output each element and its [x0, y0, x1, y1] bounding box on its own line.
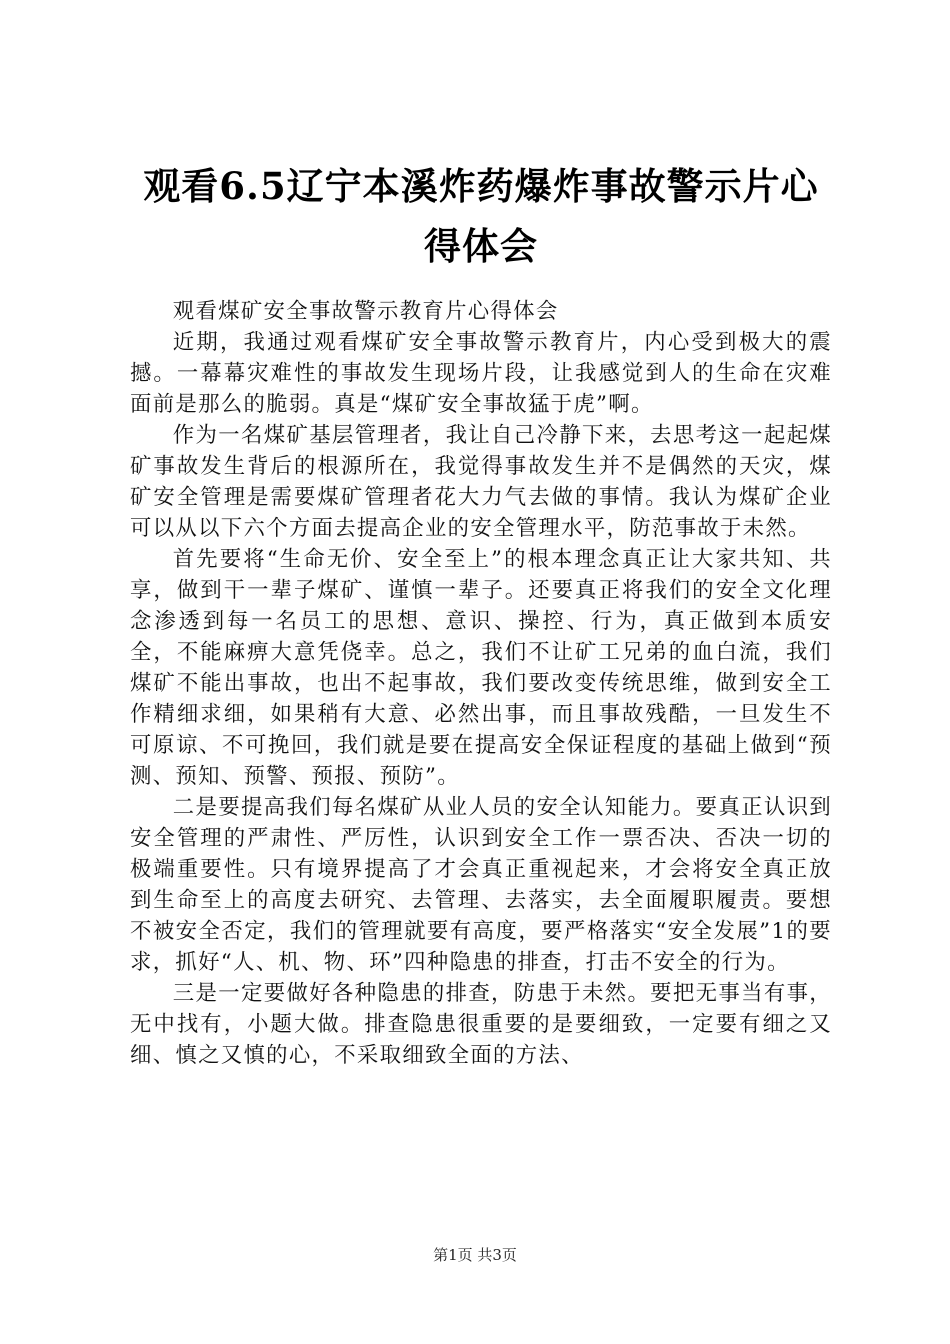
page-number-footer: 第1页 共3页: [433, 1246, 517, 1264]
paragraph: 近期，我通过观看煤矿安全事故警示教育片，内心受到极大的震撼。一幕幕灾难性的事故发生现场片段，让我感觉到人的生命在灾难面前是那么的脆弱。真是“煤矿安全事故猛于虎”啊。: [130, 330, 832, 417]
document-body: [130, 296, 832, 1071]
document-title: 观看6.5辽宁本溪炸药爆炸事故警示片心得体会: [143, 164, 819, 268]
paragraph: 首先要将“生命无价、安全至上”的根本理念真正让大家共知、共享，做到干一辈子煤矿、谨慎一辈子。还要真正将我们的安全文化理念渗透到每一名员工的思想、意识、操控、行为，真正做到本质安全，不能麻痹大意凭侥幸。总之，我们不让矿工兄弟的血白流，我们煤矿不能出事故，也出不起事故，我们要改变传统思维，做到安全工作精细求细，如果稍有大意、必然出事，而且事故残酷，一旦发生不可原谅、不可挽回，我们就是要在提高安全保证程度的基础上做到“预测、预知、预警、预报、预防”。: [130, 547, 832, 789]
paragraph: 三是一定要做好各种隐患的排查，防患于未然。要把无事当有事，无中找有，小题大做。排查隐患很重要的是要细致，一定要有细之又细、慎之又慎的心，不采取细致全面的方法、: [130, 981, 832, 1068]
paragraph-subtitle: 观看煤矿安全事故警示教育片心得体会: [172, 299, 559, 324]
paragraph: 作为一名煤矿基层管理者，我让自己冷静下来，去思考这一起起煤矿事故发生背后的根源所在，我觉得事故发生并不是偶然的天灾，煤矿安全管理是需要煤矿管理者花大力气去做的事情。我认为煤矿企业可以从以下六个方面去提高企业的安全管理水平，防范事故于未然。: [130, 423, 832, 541]
paragraph: 二是要提高我们每名煤矿从业人员的安全认知能力。要真正认识到安全管理的严肃性、严厉性，认识到安全工作一票否决、否决一切的极端重要性。只有境界提高了才会真正重视起来，才会将安全真正放到生命至上的高度去研究、去管理、去落实，去全面履职履责。要想不被安全否定，我们的管理就要有高度，要严格落实“安全发展”1的要求，抓好“人、机、物、环”四种隐患的排查，打击不安全的行为。: [130, 795, 832, 975]
